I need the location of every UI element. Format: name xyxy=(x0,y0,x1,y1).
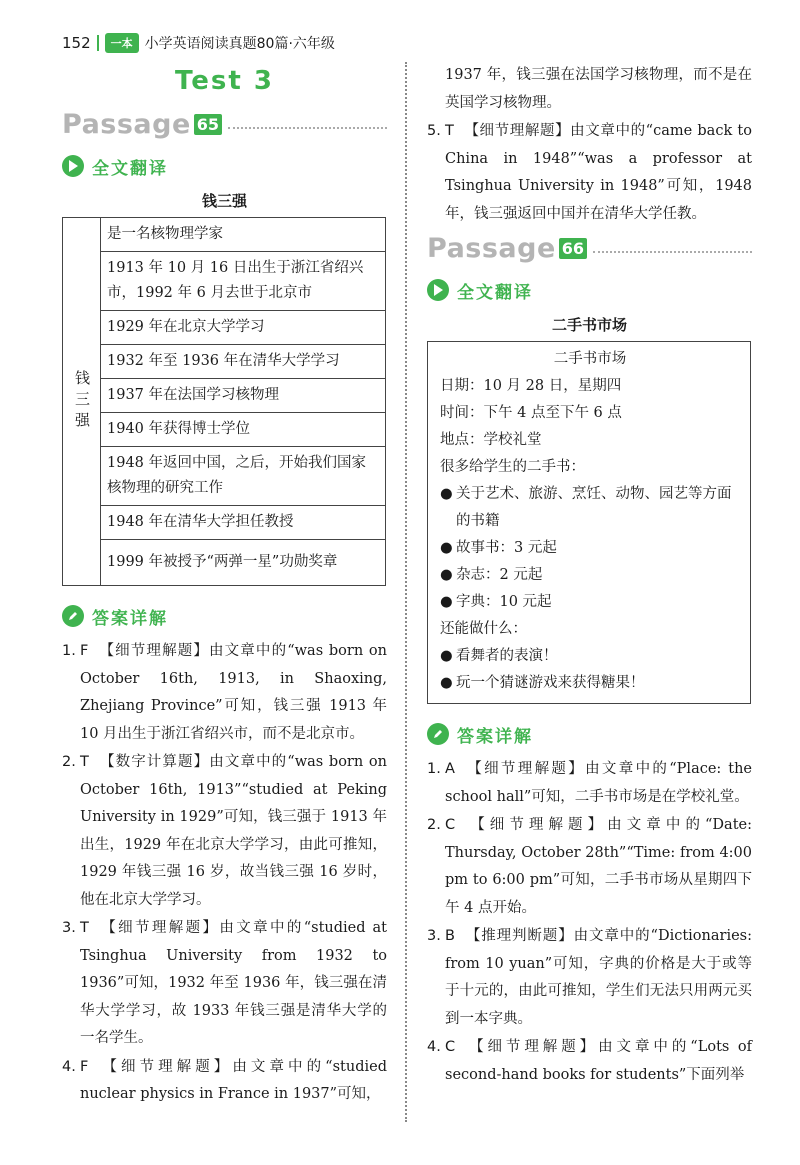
table-side-label: 钱三强 xyxy=(63,218,101,586)
answer-number: 1. xyxy=(427,761,441,777)
biography-table xyxy=(62,217,386,586)
left-column xyxy=(62,62,387,1110)
bullet-icon: ● xyxy=(440,648,453,664)
list-item: ● 故事书：3 元起 xyxy=(440,535,740,562)
answer-letter: C xyxy=(445,1039,456,1055)
answers-heading xyxy=(427,718,752,750)
info-line: 很多给学生的二手书： xyxy=(440,459,585,475)
table-row: 1932 年至 1936 年在清华大学学习 xyxy=(101,345,386,379)
bullet-icon: ● xyxy=(440,486,453,502)
answer-number: 2. xyxy=(427,817,441,833)
info-line: 日期：10 月 28 日，星期四 xyxy=(440,378,622,394)
column-divider xyxy=(405,62,407,1122)
list-item: ● 杂志：2 元起 xyxy=(440,562,740,589)
dotted-rule xyxy=(593,251,752,253)
page-header xyxy=(62,30,335,56)
answers-label: 答案详解 xyxy=(92,608,168,629)
list-item: ● 字典：10 元起 xyxy=(440,589,740,616)
right-column xyxy=(427,62,752,1090)
list-item: ● 看舞者的表演！ xyxy=(440,643,740,670)
answer-text: 【细节理解题】由文章中的“studied at Tsinghua University from 1932 to 1936”可知，1932 年至 1936 年，钱三强在清华大学学习，故 1933 年钱三强是清华大学的一名学生。 xyxy=(80,920,387,1046)
info-line: 时间：下午 4 点至下午 6 点 xyxy=(440,405,622,421)
answer-list xyxy=(62,638,387,1109)
answers-label: 答案详解 xyxy=(457,726,533,747)
table-row: 是一名核物理学家 xyxy=(101,218,386,252)
info-line: 还能做什么： xyxy=(440,621,527,637)
box-title: 二手书市场 xyxy=(553,351,627,367)
list-item: ● 玩一个猜谜游戏来获得糖果！ xyxy=(440,670,740,697)
table-row: 1929 年在北京大学学习 xyxy=(101,311,386,345)
bullet-icon: ● xyxy=(440,540,453,556)
answer-list xyxy=(427,756,752,1089)
answers-heading xyxy=(62,600,387,632)
notice-box xyxy=(427,341,751,704)
table-title: 钱三强 xyxy=(201,192,247,210)
answer-number: 4. xyxy=(427,1039,441,1055)
header-divider xyxy=(97,35,99,51)
answer-item xyxy=(62,915,387,1053)
passage-65-heading xyxy=(62,106,387,142)
pen-icon xyxy=(427,723,449,745)
table-row: 1937 年在法国学习核物理 xyxy=(101,379,386,413)
translation-label: 全文翻译 xyxy=(457,282,533,303)
answer-text: 【细节理解题】由文章中的“Place: the school hall”可知，二手书市场是在学校礼堂。 xyxy=(445,761,752,805)
passage-number: 65 xyxy=(194,114,222,135)
translation-label: 全文翻译 xyxy=(92,158,168,179)
passage-word: Passage xyxy=(62,108,191,140)
translation-heading xyxy=(427,274,752,306)
play-icon xyxy=(427,279,449,301)
answer-item xyxy=(62,638,387,748)
table-row: 1999 年被授予“两弹一星”功勋奖章 xyxy=(101,540,386,586)
answer-item xyxy=(427,812,752,922)
table-row: 1948 年返回中国，之后，开始我们国家核物理的研究工作 xyxy=(101,447,386,506)
answer-number: 3. xyxy=(427,928,441,944)
pen-icon xyxy=(62,605,84,627)
answer-text: 【细节理解题】由文章中的“Date: Thursday, October 28th”“Time: from 4:00 pm to 6:00 pm”可知，二手书市场从星期四下午 4 点开始。 xyxy=(445,817,752,916)
bullet-icon: ● xyxy=(440,675,453,691)
answer-letter: A xyxy=(445,761,455,777)
answer-letter: T xyxy=(80,920,89,936)
answer-item xyxy=(427,923,752,1033)
answer-letter: F xyxy=(80,1058,89,1075)
answer-item xyxy=(62,749,387,914)
answer-letter: F xyxy=(80,643,89,659)
passage-number: 66 xyxy=(559,238,587,259)
play-icon xyxy=(62,155,84,177)
answer-text: 1937 年，钱三强在法国学习核物理，而不是在英国学习核物理。 xyxy=(445,67,752,111)
answer-item xyxy=(427,118,752,228)
page-number: 152 xyxy=(62,34,91,52)
info-line: 地点：学校礼堂 xyxy=(440,432,542,448)
answer-text: 【细节理解题】由文章中的“came back to China in 1948”“was a professor at Tsinghua University in 1948”可知，1948 年，钱三强返回中国并在清华大学任教。 xyxy=(445,123,752,222)
answer-item xyxy=(62,1054,387,1109)
translation-heading xyxy=(62,150,387,182)
bullet-icon: ● xyxy=(440,567,453,583)
table-row: 1948 年在清华大学担任教授 xyxy=(101,506,386,540)
answer-letter: T xyxy=(445,123,454,139)
answer-text: 【推理判断题】由文章中的“Dictionaries: from 10 yuan”可知，字典的价格是大于或等于十元的，由此可推知，学生们无法只用两元买到一本字典。 xyxy=(445,928,752,1027)
series-logo: 一本 xyxy=(105,33,139,53)
answer-item xyxy=(427,1034,752,1089)
table-row: 1940 年获得博士学位 xyxy=(101,413,386,447)
answer-letter: B xyxy=(445,928,455,944)
bullet-icon: ● xyxy=(440,594,453,610)
answer-continuation xyxy=(427,62,752,117)
answer-number: 3. xyxy=(62,920,76,936)
box-heading: 二手书市场 xyxy=(551,316,627,334)
answer-text: 【细节理解题】由文章中的“Lots of second-hand books for students”下面列举 xyxy=(445,1039,752,1083)
answer-text: 【细节理解题】由文章中的“studied nuclear physics in France in 1937”可知， xyxy=(80,1058,387,1102)
answer-text: 【细节理解题】由文章中的“was born on October 16th, 1913, in Shaoxing, Zhejiang Province”可知，钱三强 1913 年 10 月出生于浙江省绍兴市，而不是北京市。 xyxy=(80,643,387,742)
answer-text: 【数字计算题】由文章中的“was born on October 16th, 1913”“studied at Peking University in 1929”可知，钱三强于 1913 年出生，1929 年在北京大学学习，由此可推知，1929 年钱三强 16 岁，故当钱三强 16 岁时，他在北京大学学习。 xyxy=(80,754,387,908)
test-title: Test 3 xyxy=(175,66,274,96)
answer-number: 1. xyxy=(62,643,76,659)
passage-66-heading xyxy=(427,230,752,266)
answer-letter: C xyxy=(445,817,456,833)
answer-number: 2. xyxy=(62,754,76,770)
answer-number: 4. xyxy=(62,1058,76,1075)
answer-letter: T xyxy=(80,754,89,770)
answer-item xyxy=(427,756,752,811)
list-item: ● 关于艺术、旅游、烹饪、动物、园艺等方面的书籍 xyxy=(440,481,740,535)
passage-word: Passage xyxy=(427,232,556,264)
table-row: 1913 年 10 月 16 日出生于浙江省绍兴市，1992 年 6 月去世于北京市 xyxy=(101,252,386,311)
dotted-rule xyxy=(228,127,387,129)
answer-number: 5. xyxy=(427,123,441,139)
book-title: 小学英语阅读真题80篇·六年级 xyxy=(144,36,335,52)
